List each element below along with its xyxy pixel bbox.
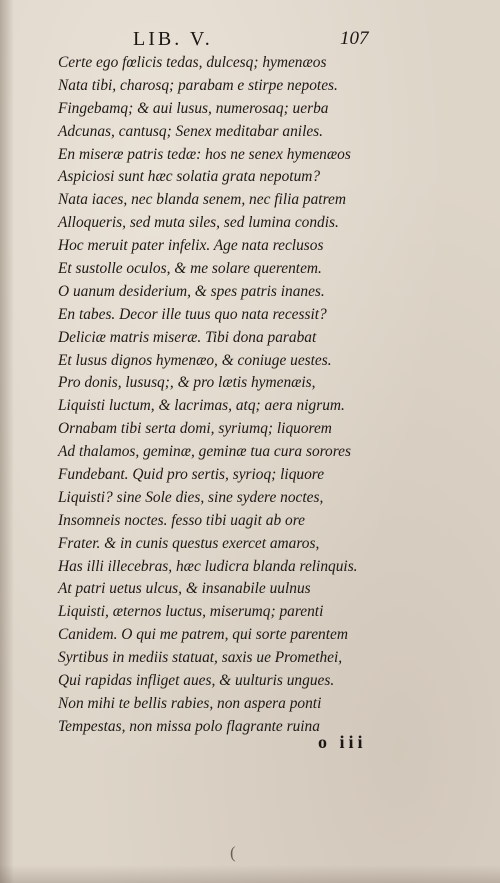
- verse-line: Canidem. O qui me patrem, qui sorte parentem: [58, 626, 348, 644]
- verse-line: Has illi illecebras, hæc ludicra blanda relinquis.: [58, 557, 358, 575]
- verse-line: Liquisti luctum, & lacrimas, atq; aera nigrum.: [58, 397, 345, 415]
- verse-line: Liquisti? sine Sole dies, sine sydere noctes,: [58, 488, 324, 506]
- verse-line: Non mihi te bellis rabies, non aspera ponti: [58, 694, 322, 712]
- verse-line: Tempestas, non missa polo flagrante ruina: [58, 717, 320, 735]
- verse-line: Nata tibi, charosq; parabam e stirpe nepotes.: [58, 76, 338, 94]
- verse-line: Insomneis noctes. fesso tibi uagit ab ore: [58, 511, 305, 529]
- folio-number: 107: [340, 28, 369, 49]
- verse-line: Certe ego fœlicis tedas, dulcesq; hymenæos: [58, 54, 327, 71]
- verse-block: [58, 52, 393, 739]
- verse-line: En tabes. Decor ille tuus quo nata recessit?: [58, 305, 327, 323]
- page-header: [0, 28, 500, 52]
- verse-line: Pro donis, lususq;, & pro lætis hymenæis,: [58, 374, 316, 392]
- signature-mark: o iii: [318, 732, 367, 752]
- verse-line: Aspiciosi sunt hæc solatia grata nepotum?: [58, 168, 321, 186]
- verse-line: En miseræ patris tedæ: hos ne senex hymenæos: [58, 145, 351, 163]
- page-bottom-shadow: [0, 865, 500, 883]
- stray-mark: (: [230, 843, 236, 862]
- verse-line: O uanum desiderium, & spes patris inanes.: [58, 282, 325, 300]
- verse-line: Ornabam tibi serta domi, syriumq; liquorem: [58, 420, 332, 438]
- verse-line: Ad thalamos, geminæ, geminæ tua cura sorores: [58, 443, 351, 461]
- verse-line: At patri uetus ulcus, & insanabile uulnus: [58, 580, 311, 598]
- verse-line: Hoc meruit pater infelix. Age nata reclusos: [58, 237, 324, 255]
- verse-line: Et sustolle oculos, & me solare querentem.: [58, 260, 322, 278]
- verse-line: Et lusus dignos hymenæo, & coniuge uestes.: [58, 351, 332, 369]
- page-gutter-shadow: [0, 0, 14, 883]
- verse-line: Liquisti, æternos luctus, miserumq; parenti: [58, 603, 324, 621]
- verse-line: Fingebamq; & aui lusus, numerosaq; uerba: [58, 99, 329, 117]
- verse-line: Fundebant. Quid pro sertis, syrioq; liquore: [58, 466, 325, 484]
- verse-line: Syrtibus in mediis statuat, saxis ue Promethei,: [58, 649, 343, 667]
- verse-line: Adcunas, cantusq; Senex meditabar aniles.: [58, 122, 324, 140]
- verse-line: Qui rapidas infliget aues, & uulturis ungues.: [58, 672, 335, 690]
- verse-line: Frater. & in cunis questus exercet amaros,: [58, 534, 320, 552]
- verse-line: Deliciæ matris miseræ. Tibi dona parabat: [58, 328, 317, 346]
- verse-line: Nata iaces, nec blanda senem, nec filia patrem: [58, 191, 346, 209]
- running-head: LIB. V.: [133, 28, 213, 50]
- verse-line: Alloqueris, sed muta siles, sed lumina condis.: [58, 214, 339, 232]
